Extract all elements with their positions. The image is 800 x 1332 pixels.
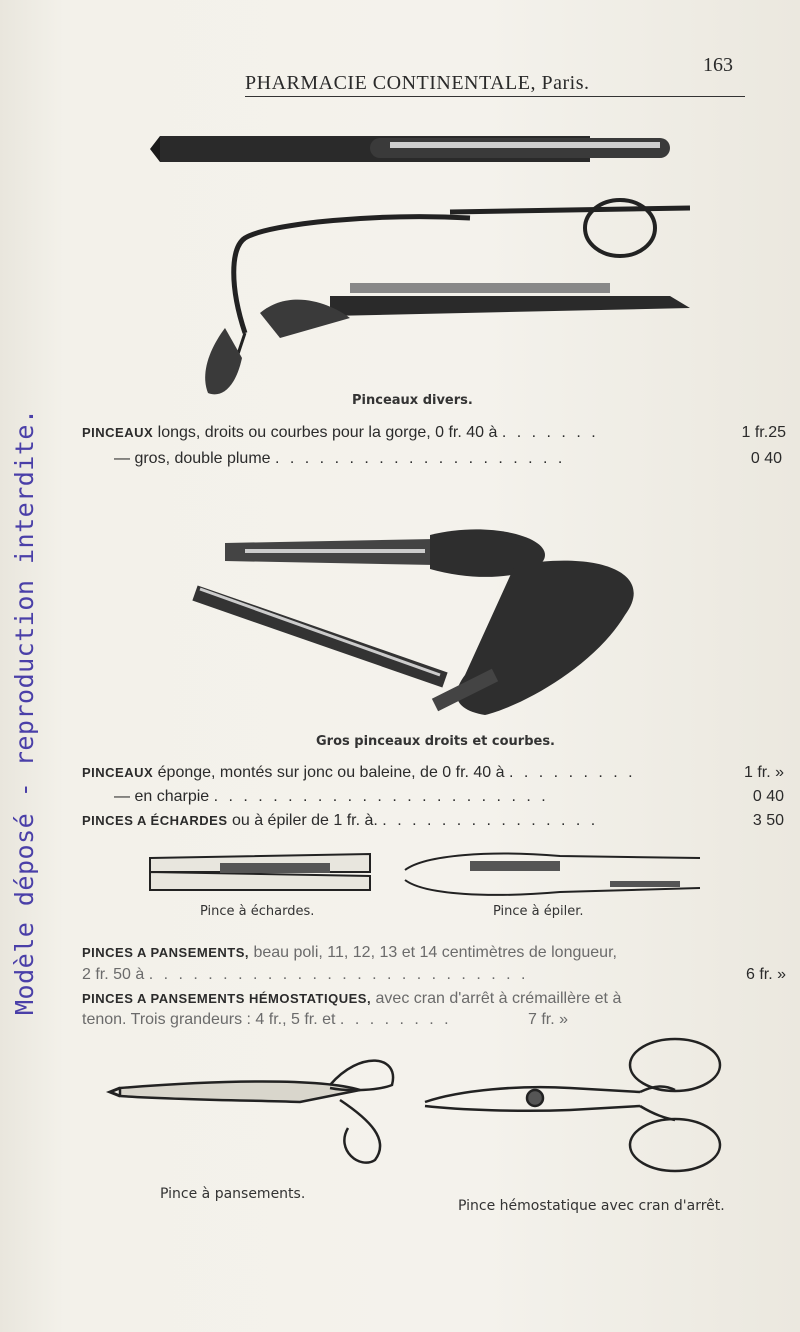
tweezers-illustration: [140, 850, 720, 905]
large-curved-brush: [195, 561, 634, 715]
figure-caption-2: Gros pinceaux droits et courbes.: [316, 734, 555, 749]
splinter-tweezers: [150, 854, 370, 890]
price-pinces-echardes: 3 50: [752, 812, 784, 829]
page-number: 163: [703, 54, 733, 76]
figure-caption-3a: Pince à échardes.: [200, 904, 315, 919]
item-pinces-echardes: PINCES A ÉCHARDES ou à épiler de 1 fr. à. . . . . . . . . . . . . . . .: [82, 812, 599, 829]
price-en-charpie: 0 40: [752, 788, 784, 805]
item-gros-double: — gros, double plume . . . . . . . . . . . . . . . . . . . .: [114, 450, 566, 467]
item-pinces-hemostatiques-line2: tenon. Trois grandeurs : 4 fr., 5 fr. et . . . . . . . .: [82, 1011, 452, 1028]
figure-caption-4a: Pince à pansements.: [160, 1186, 306, 1202]
price-pinceaux-longs: 1 fr.25: [741, 424, 786, 441]
price-pinceaux-eponge: 1 fr. »: [743, 764, 784, 781]
page-title: PHARMACIE CONTINENTALE, Paris.: [245, 72, 590, 94]
item-pinces-pansements: PINCES A PANSEMENTS, beau poli, 11, 12, 13 et 14 centimètres de longueur,: [82, 944, 617, 961]
figure-caption-3b: Pince à épiler.: [493, 904, 584, 919]
item-en-charpie: — en charpie . . . . . . . . . . . . . . . . . . . . . . .: [114, 788, 549, 805]
long-straight-brush: [150, 136, 670, 162]
hemostatic-forceps: [425, 1039, 720, 1171]
large-straight-brush: [225, 529, 545, 577]
item-pinceaux-eponge: PINCEAUX éponge, montés sur jonc ou baleine, de 0 fr. 40 à . . . . . . . . .: [82, 764, 636, 781]
figure-caption: Pinceaux divers.: [352, 393, 473, 408]
price-gros-double: 0 40: [750, 450, 782, 467]
double-brush: [260, 283, 690, 338]
item-pinceaux-longs: PINCEAUX longs, droits ou courbes pour la gorge, 0 fr. 40 à . . . . . . .: [82, 424, 599, 441]
epilation-tweezers: [405, 854, 700, 895]
item-pinces-hemostatiques: PINCES A PANSEMENTS HÉMOSTATIQUES, avec cran d'arrêt à crémaillère et à: [82, 990, 622, 1007]
page-header: [245, 54, 745, 97]
price-pinces-hemostatiques: 7 fr. »: [528, 1011, 569, 1028]
forceps-illustration: [100, 1030, 750, 1175]
watermark: Modèle déposé - reproduction interdite.: [10, 408, 39, 1015]
brushes-illustration: [150, 128, 690, 403]
figure-caption-4b: Pince hémostatique avec cran d'arrêt.: [458, 1198, 725, 1214]
dressing-forceps: [110, 1061, 393, 1163]
large-brushes-illustration: [185, 525, 665, 725]
price-pinces-pansements: 6 fr. »: [745, 966, 786, 983]
item-pinces-pansements-line2: 2 fr. 50 à . . . . . . . . . . . . . . . . . . . . . . . . . .: [82, 966, 529, 983]
